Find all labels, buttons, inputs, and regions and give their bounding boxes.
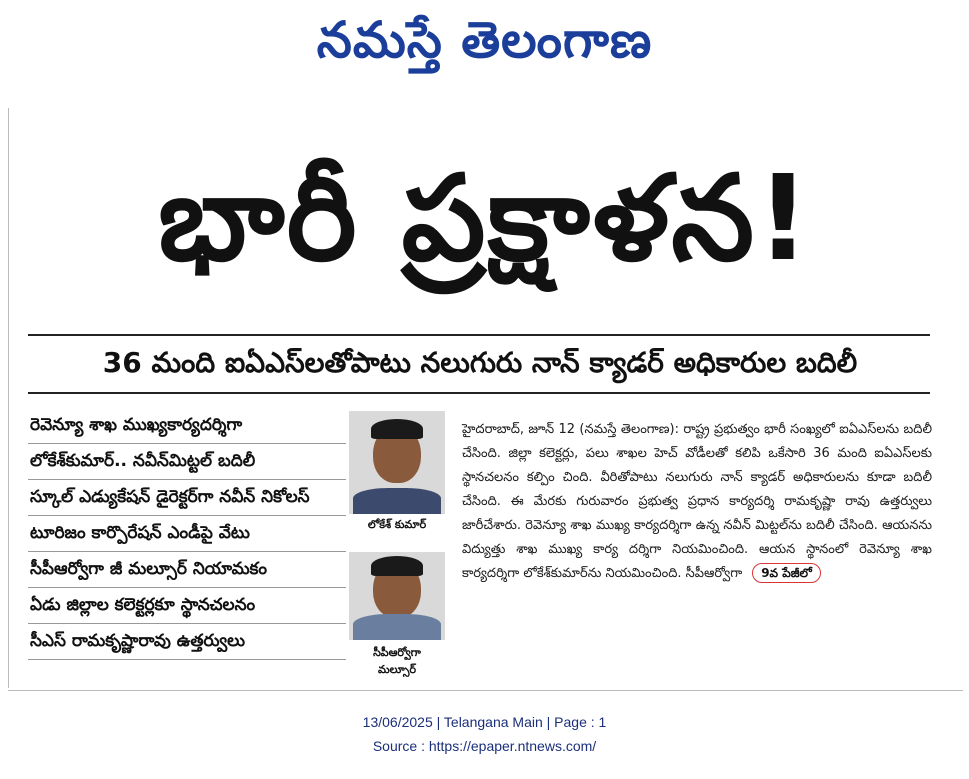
highlight-item: ఏడు జిల్లాల కలెక్టర్లకూ స్థానచలనం	[28, 588, 346, 624]
highlights-list	[28, 408, 346, 660]
portrait-hair	[371, 419, 423, 439]
highlight-item: రెవెన్యూ శాఖ ముఖ్యకార్యదర్శిగా	[28, 408, 346, 444]
article-body	[462, 418, 932, 586]
bottom-rule	[8, 690, 963, 691]
subhead-top-rule	[28, 334, 930, 336]
highlight-item: లోకేశ్‌కుమార్.. నవీన్‌మిట్టల్ బదిలీ	[28, 444, 346, 480]
caption-line: మల్సూర్	[378, 663, 416, 676]
highlight-item: సీఎస్ రామకృష్ణారావు ఉత్తర్వులు	[28, 624, 346, 660]
portrait-photo-malsur	[349, 552, 445, 640]
continued-on-page-badge: 9వ పేజీలో	[752, 563, 821, 583]
footer-source: Source : https://epaper.ntnews.com/	[372, 738, 597, 754]
footer-date-edition: 13/06/2025 | Telangana Main | Page : 1	[362, 714, 607, 730]
portrait-photo-lokesh	[349, 411, 445, 514]
article-body-text: హైదరాబాద్, జూన్ 12 (నమస్తే తెలంగాణ): రాష్ట్ర ప్రభుత్వం భారీ సంఖ్యలో ఐఏఎస్‌లను బదిలీ చేసింది. జిల్లా కలెక్టర్లు, పలు శాఖల హెచ్ వోడీలతో కలిపి ఒకేసారి 36 మంది ఐఏఎస్‌లకు స్థానచలనం కల్పిం చింది. వీరితోపాటు నలుగురు నాన్ క్యాడర్ అధికారులను కూడా బదిలీ చేసింది. ఈ మేరకు గురువారం ప్రభుత్వ ప్రధాన కార్యదర్శి రామకృష్ణా రావు ఉత్తర్వులు జారీచేశారు. రెవెన్యూ శాఖ ముఖ్య కార్యదర్శిగా ఉన్న నవీన్ మిట్టల్‌ను బదిలీ చేసింది. ఆయనను విద్యుత్తు శాఖ ముఖ్య కార్య దర్శిగా నియమించింది. ఆయన స్థానంలో రెవెన్యూ శాఖ కార్యదర్శిగా లోకేశ్‌కుమార్‌ను నియమించింది. సీపీఆర్వోగా	[462, 422, 932, 581]
photo-caption-lokesh: లోకేశ్ కుమార్	[367, 518, 427, 531]
left-column-rule	[8, 108, 9, 688]
photo-caption-malsur	[346, 644, 448, 678]
subhead-bottom-rule	[28, 392, 930, 394]
sub-headline: 36 మంది ఐఏఎస్‌లతోపాటు నలుగురు నాన్ క్యాడర్ అధికారుల బదిలీ	[102, 346, 858, 379]
newspaper-masthead: నమస్తే తెలంగాణ	[316, 11, 653, 69]
highlight-item: స్కూల్ ఎడ్యుకేషన్ డైరెక్టర్‌గా నవీన్ నికోలస్	[28, 480, 346, 516]
highlight-item: సీపీఆర్వోగా జీ మల్సూర్ నియామకం	[28, 552, 346, 588]
caption-line: సీపీఆర్వోగా	[373, 646, 421, 659]
highlight-item: టూరిజం కార్పొరేషన్ ఎండీపై వేటు	[28, 516, 346, 552]
portrait-shirt	[353, 488, 441, 514]
portrait-shirt	[353, 614, 441, 640]
portrait-hair	[371, 556, 423, 576]
main-headline: భారీ ప్రక్షాళన!	[158, 149, 812, 287]
